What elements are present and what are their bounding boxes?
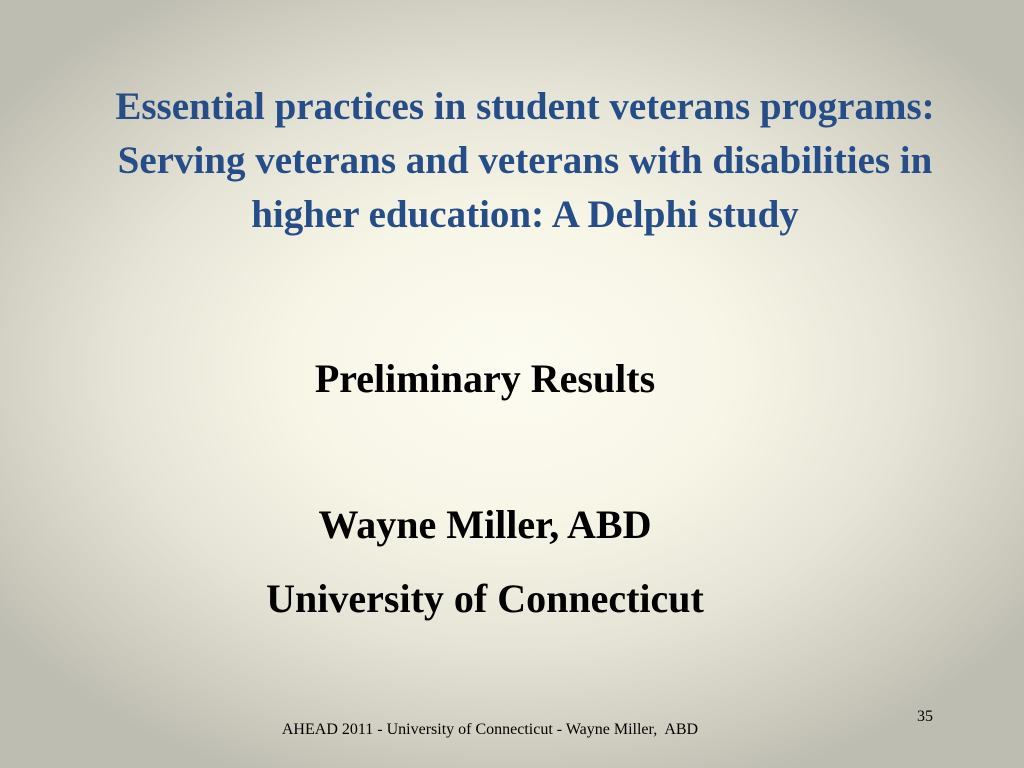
subtitle-heading: Preliminary Results [314, 356, 656, 401]
slide-number: 35 [917, 708, 933, 725]
author-name: Wayne Miller, ABD [318, 502, 652, 547]
slide-title: Essential practices in student veterans programs: Serving veterans and veterans with disabilities in higher education: A Delphi study [115, 85, 935, 236]
author-affiliation: University of Connecticut [266, 576, 704, 621]
slide-footer: AHEAD 2011 - University of Connecticut - Wayne Miller, ABD [281, 721, 699, 738]
